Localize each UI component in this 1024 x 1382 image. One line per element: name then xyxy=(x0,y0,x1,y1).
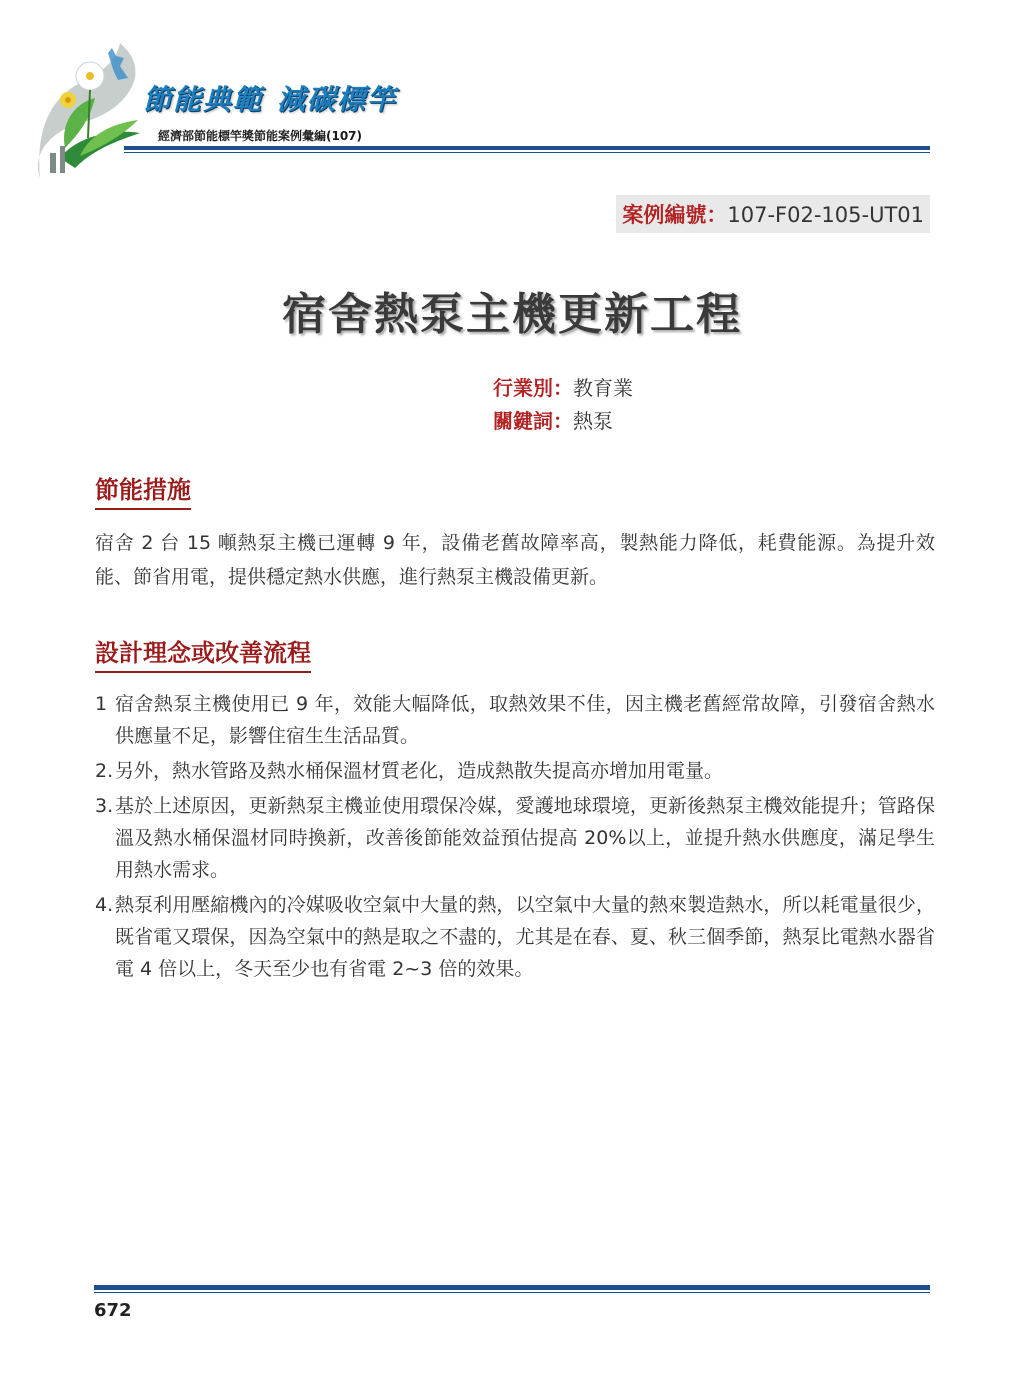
industry-label: 行業別： xyxy=(493,376,573,400)
list-item xyxy=(95,790,935,886)
header-title-part2: 減碳標竿 xyxy=(277,83,398,116)
list-item-number: 2. xyxy=(95,760,114,782)
industry-value: 教育業 xyxy=(573,376,633,400)
section-heading-measures: 節能措施 xyxy=(95,470,191,510)
list-item-number: 3. xyxy=(95,795,114,817)
header-subtitle: 經濟部節能標竿獎節能案例彙編(107) xyxy=(158,129,363,143)
keyword-value: 熱泵 xyxy=(573,409,613,433)
case-number-badge xyxy=(616,195,930,233)
list-item xyxy=(95,755,935,787)
header-divider xyxy=(124,146,930,153)
section-body-measures: 宿舍 2 台 15 噸熱泵主機已運轉 9 年，設備老舊故障率高，製熱能力降低，耗費能源。為提升效能、節省用電，提供穩定熱水供應，進行熱泵主機設備更新。 xyxy=(95,532,935,588)
list-item-text: 熱泵利用壓縮機內的冷媒吸收空氣中大量的熱，以空氣中大量的熱來製造熱水，所以耗電量很少，既省電又環保，因為空氣中的熱是取之不盡的，尤其是在春、夏、秋三個季節，熱泵比電熱水器省電 4 倍以上，冬天至少也有省電 2~3 倍的效果。 xyxy=(115,894,935,980)
industry-row xyxy=(493,372,633,405)
keyword-label: 關鍵詞： xyxy=(493,409,573,433)
footer-divider xyxy=(94,1285,930,1293)
page-title: 宿舍熱泵主機更新工程 xyxy=(282,289,742,340)
page-number: 672 xyxy=(94,1300,132,1321)
list-item-text: 另外，熱水管路及熱水桶保溫材質老化，造成熱散失提高亦增加用電量。 xyxy=(115,760,724,782)
case-number-value: 107-F02-105-UT01 xyxy=(727,203,924,227)
list-item-text: 基於上述原因，更新熱泵主機並使用環保冷媒，愛護地球環境，更新後熱泵主機效能提升；管路保溫及熱水桶保溫材同時換新，改善後節能效益預估提高 20%以上，並提升熱水供應度，滿足學生用熱水需求。 xyxy=(115,795,935,881)
header-title xyxy=(143,78,397,118)
list-item xyxy=(95,688,935,752)
header-title-part1: 節能典範 xyxy=(143,83,264,116)
list-item-number: 1 xyxy=(95,693,108,715)
section-heading-design: 設計理念或改善流程 xyxy=(95,633,311,673)
list-item xyxy=(95,889,935,985)
design-list xyxy=(95,688,935,988)
case-meta xyxy=(493,372,633,438)
keyword-row xyxy=(493,405,633,438)
case-number-label: 案例編號： xyxy=(622,203,728,227)
list-item-number: 4. xyxy=(95,894,114,916)
list-item-text: 宿舍熱泵主機使用已 9 年，效能大幅降低，取熱效果不佳，因主機老舊經常故障，引發宿舍熱水供應量不足，影響住宿生生活品質。 xyxy=(115,693,935,747)
